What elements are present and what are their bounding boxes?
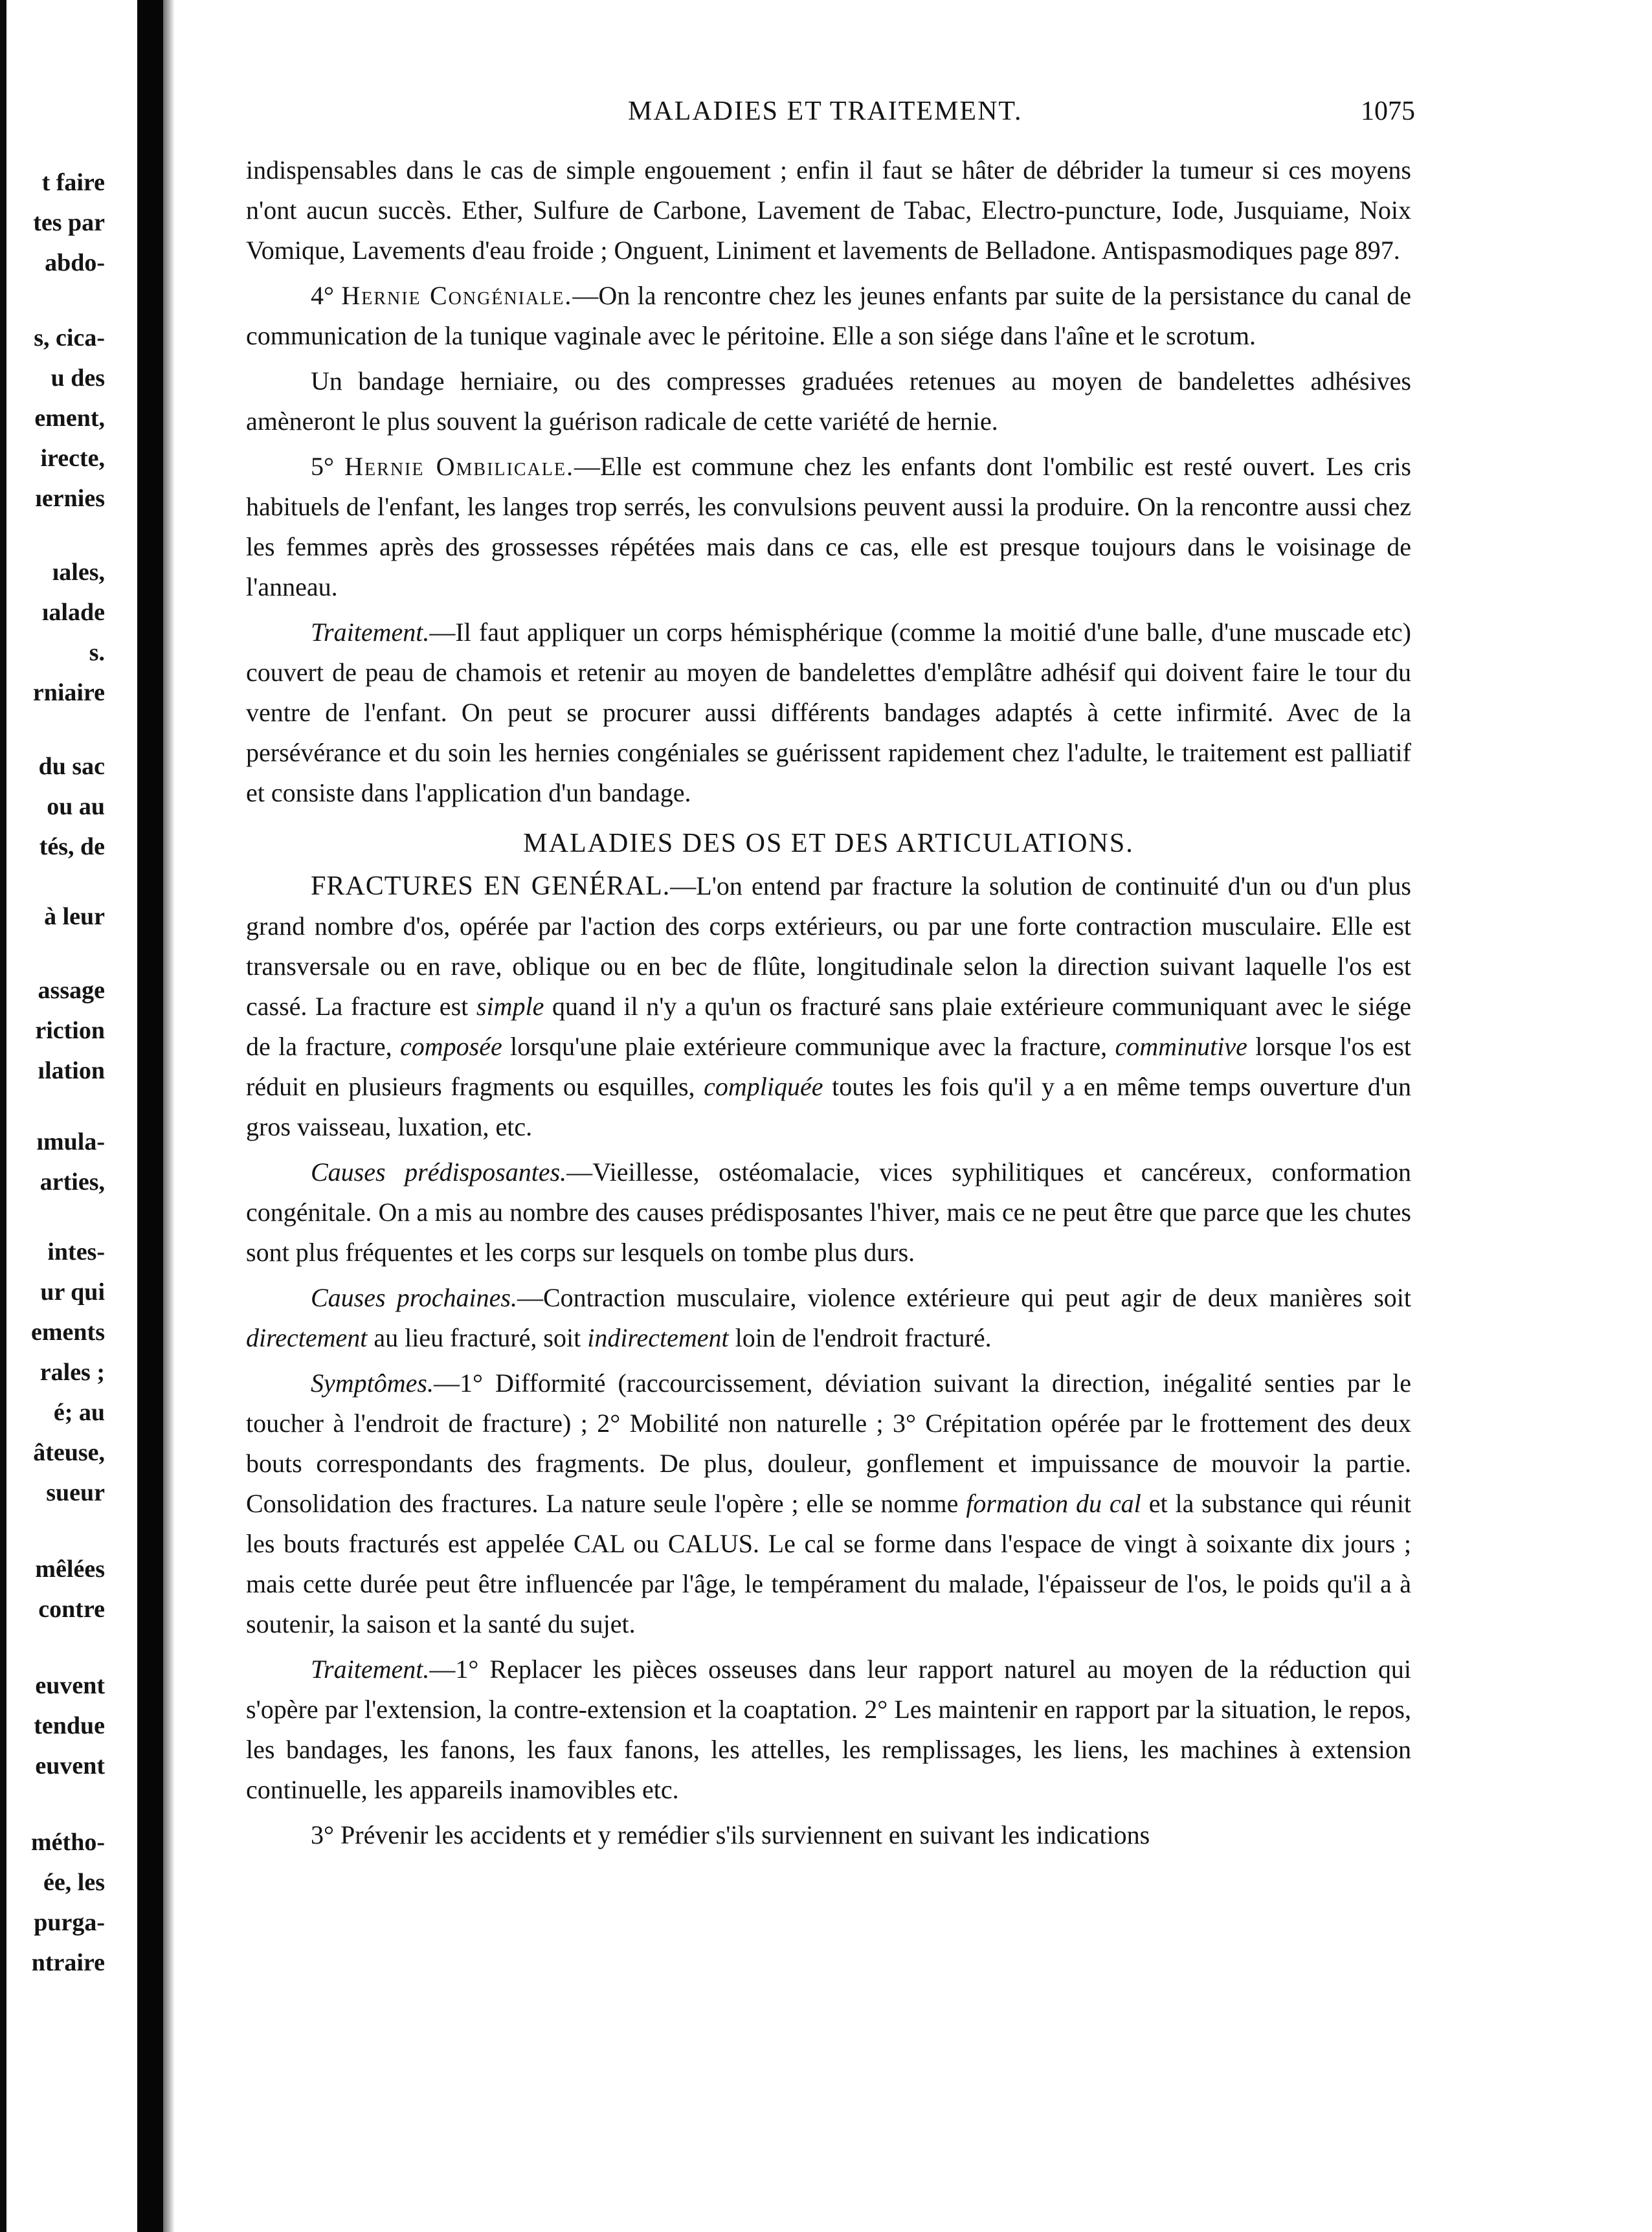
previous-page-line: rales ; — [39, 1359, 105, 1386]
fractures-heading: FRACTURES EN GENÉRAL. — [311, 871, 671, 901]
paragraph-text: —Vieillesse, ostéomalacie, vices syphilitiques et cancéreux, conformation congénitale. On a mis au nombre des causes prédisposantes l'hiver, mais ce ne peut être que parce que les chutes sont plus fréquentes et les corps sur lesquels on tombe plus durs. — [246, 1157, 1411, 1267]
previous-page-line: tes par — [33, 209, 105, 236]
subsection-heading: Hernie Congéniale. — [341, 281, 573, 310]
previous-page-line: é; au — [53, 1399, 105, 1426]
gutter-shadow — [163, 0, 175, 2232]
paragraph-symptomes — [246, 1363, 1411, 1644]
section-title: MALADIES DES OS ET DES ARTICULATIONS. — [523, 829, 1134, 858]
item-number: 5° — [311, 452, 334, 481]
paragraph-causes-prochaines — [246, 1278, 1411, 1358]
paragraph-text: —1° Difformité (raccourcissement, déviation suivant la direction, inégalité senties par le toucher à l'endroit de fracture) ; 2° Mobilité non naturelle ; 3° Crépitation opérée par le frottement des deux bouts correspondants des fragments. De plus, douleur, gonflement et impuissance de mouvoir la partie. Consolidation des fractures. La nature seule l'opère ; elle se nomme — [246, 1368, 1411, 1518]
item-number: 4° — [311, 281, 334, 310]
paragraph-text: indispensables dans le cas de simple engouement ; enfin il faut se hâter de débrider la tumeur si ces moyens n'ont aucun succès. Ether, Sulfure de Carbone, Lavement de Tabac, Electro-puncture, Iode, Jusquiame, Noix Vomique, Lavements d'eau froide ; Onguent, Liniment et lavements de Belladone. Antispasmodiques page 897. — [246, 155, 1411, 265]
italic-term: formation du cal — [966, 1489, 1141, 1518]
previous-page-line: à leur — [44, 903, 105, 930]
paragraph-prevenir-accidents — [246, 1815, 1411, 1855]
paragraph-text: lorsque l'os est réduit en plusieurs fragments ou esquilles, — [246, 1032, 1412, 1101]
previous-page-line: arties, — [39, 1168, 105, 1196]
previous-page-line: t faire — [41, 169, 105, 196]
paragraph-text: 3° Prévenir les accidents et y remédier s'ils surviennent en suivant les indications — [311, 1820, 1150, 1849]
previous-page-line: ıalade — [41, 599, 105, 626]
previous-page-line: rniaire — [32, 679, 105, 706]
italic-term: comminutive — [1115, 1032, 1247, 1061]
italic-heading: Traitement. — [311, 618, 430, 647]
previous-page-line: tendue — [34, 1712, 105, 1739]
paragraph-text: —Elle est commune chez les enfants dont l'ombilic est resté ouvert. Les cris habituels de l'enfant, les langes trop serrés, les convulsions peuvent aussi la produire. On la rencontre aussi chez les femmes après des grossesses répétées mais dans ce cas, elle est presque toujours dans le voisinage de l'anneau. — [246, 452, 1411, 601]
page-body — [246, 150, 1411, 1860]
previous-page-line: irecte, — [40, 445, 105, 472]
italic-heading: Causes prédisposantes. — [311, 1157, 567, 1187]
previous-page-line: ımula- — [36, 1128, 105, 1155]
previous-page-line: ement, — [34, 405, 105, 432]
italic-term: indirectement — [587, 1323, 729, 1352]
paragraph-text: —On la rencontre chez les jeunes enfants par suite de la persistance du canal de communication de la tunique vaginale avec le péritoine. Elle a son siége dans l'aîne et le scrotum. — [246, 281, 1412, 350]
paragraph-hernie-treatment-end — [246, 150, 1411, 271]
paragraph-text: quand il n'y a qu'un os fracturé sans plaie extérieure communiquant avec le siége de la fracture, — [246, 992, 1412, 1061]
subsection-heading: Hernie Ombilicale. — [344, 452, 574, 481]
italic-term: simple — [476, 992, 544, 1021]
previous-page-line: ılation — [38, 1057, 105, 1084]
page-number: 1075 — [1361, 96, 1415, 126]
previous-page-line: ıernies — [35, 485, 105, 512]
previous-page-line: ou au — [47, 793, 105, 820]
previous-page-line: abdo- — [45, 249, 105, 276]
paragraph-hernie-ombilicale — [246, 447, 1411, 607]
previous-page-line: u des — [50, 364, 105, 392]
previous-page-line: ntraire — [31, 1949, 105, 1976]
italic-heading: Symptômes. — [311, 1368, 434, 1398]
previous-page-line: mêlées — [35, 1556, 105, 1583]
previous-page-line: du sac — [38, 753, 105, 780]
paragraph-traitement-fractures — [246, 1649, 1411, 1810]
previous-page-line: ements — [31, 1319, 105, 1346]
running-title: MALADIES ET TRAITEMENT. — [628, 96, 1023, 126]
paragraph-text: —Contraction musculaire, violence extérieure qui peut agir de deux manières soit — [517, 1283, 1411, 1312]
paragraph-traitement-ombilicale — [246, 612, 1411, 813]
page-header — [246, 96, 1415, 135]
previous-page-line: tés, de — [39, 833, 105, 860]
paragraph-text: —1° Replacer les pièces osseuses dans leur rapport naturel au moyen de la réduction qui s'opère par l'extension, la contre-extension et la coaptation. 2° Les maintenir en rapport par la situation, le repos, les bandages, les fanons, les faux fanons, les attelles, les remplissages, les liens, les machines à extension continuelle, les appareils inamovibles etc. — [246, 1655, 1411, 1804]
previous-page-line: sueur — [46, 1479, 105, 1506]
previous-page-line: purga- — [34, 1909, 105, 1936]
previous-page-line: euvent — [35, 1752, 105, 1780]
paragraph-text: —Il faut appliquer un corps hémisphérique (comme la moitié d'une balle, d'une muscade etc) couvert de peau de chamois et retenir au moyen de bandelettes d'emplâtre adhésif qui doivent faire le tour du ventre de l'enfant. On peut se procurer aussi différents bandages adaptés à cette infirmité. Avec de la persévérance et du soin les hernies congéniales se guérissent rapidement chez l'adulte, le traitement est palliatif et consiste dans l'application d'un bandage. — [246, 618, 1411, 807]
previous-page-line: ée, les — [43, 1869, 105, 1896]
previous-page-line: s, cica- — [34, 324, 105, 352]
italic-term: composée — [400, 1032, 502, 1061]
previous-page-line: s. — [89, 639, 105, 666]
previous-page-line: ur qui — [40, 1278, 105, 1306]
previous-page-fragment-column — [0, 0, 137, 2232]
paragraph-text: Un bandage herniaire, ou des compresses graduées retenues au moyen de bandelettes adhésives amèneront le plus souvent la guérison radicale de cette variété de hernie. — [246, 366, 1411, 436]
paragraph-text: lorsqu'une plaie extérieure communique avec la fracture, — [510, 1032, 1108, 1061]
previous-page-line: contre — [38, 1596, 105, 1623]
italic-term: compliquée — [704, 1072, 823, 1101]
previous-page-line: riction — [35, 1017, 105, 1044]
book-gutter — [137, 0, 163, 2232]
italic-heading: Traitement. — [311, 1655, 430, 1684]
paragraph-fractures-en-general — [246, 866, 1411, 1147]
paragraph-text: au lieu fracturé, soit — [374, 1323, 581, 1352]
paragraph-causes-predisposantes — [246, 1152, 1411, 1273]
paragraph-bandage-herniaire — [246, 361, 1411, 441]
paragraph-text: toutes les fois qu'il y a en même temps ouverture d'un gros vaisseau, luxation, etc. — [246, 1072, 1412, 1141]
paragraph-text: et la substance qui réunit les bouts fracturés est appelée CAL ou CALUS. Le cal se forme dans l'espace de vingt à soixante dix jours ; mais cette durée peut être influencée par l'âge, le tempérament du malade, l'épaisseur de l'os, le poids qu'il a à soutenir, la saison et la santé du sujet. — [246, 1489, 1412, 1638]
previous-page-line: assage — [38, 977, 105, 1004]
previous-page-line: âteuse, — [33, 1439, 105, 1466]
italic-heading: Causes prochaines. — [311, 1283, 517, 1312]
paragraph-text: —L'on entend par fracture la solution de continuité d'un ou d'un plus grand nombre d'os, opérée par l'action des corps extérieurs, ou par une forte contraction musculaire. Elle est transversale ou en rave, oblique ou en bec de flûte, longitudinale selon la direction suivant laquelle l'os est cassé. La fracture est — [246, 871, 1411, 1021]
previous-page-line: intes- — [47, 1238, 105, 1266]
paragraph-text: loin de l'endroit fracturé. — [735, 1323, 992, 1352]
italic-term: directement — [246, 1323, 368, 1352]
previous-page-line: euvent — [35, 1672, 105, 1699]
paragraph-hernie-congeniale — [246, 276, 1411, 356]
previous-page-line: métho- — [31, 1829, 105, 1856]
previous-page-line: ıales, — [52, 559, 105, 586]
